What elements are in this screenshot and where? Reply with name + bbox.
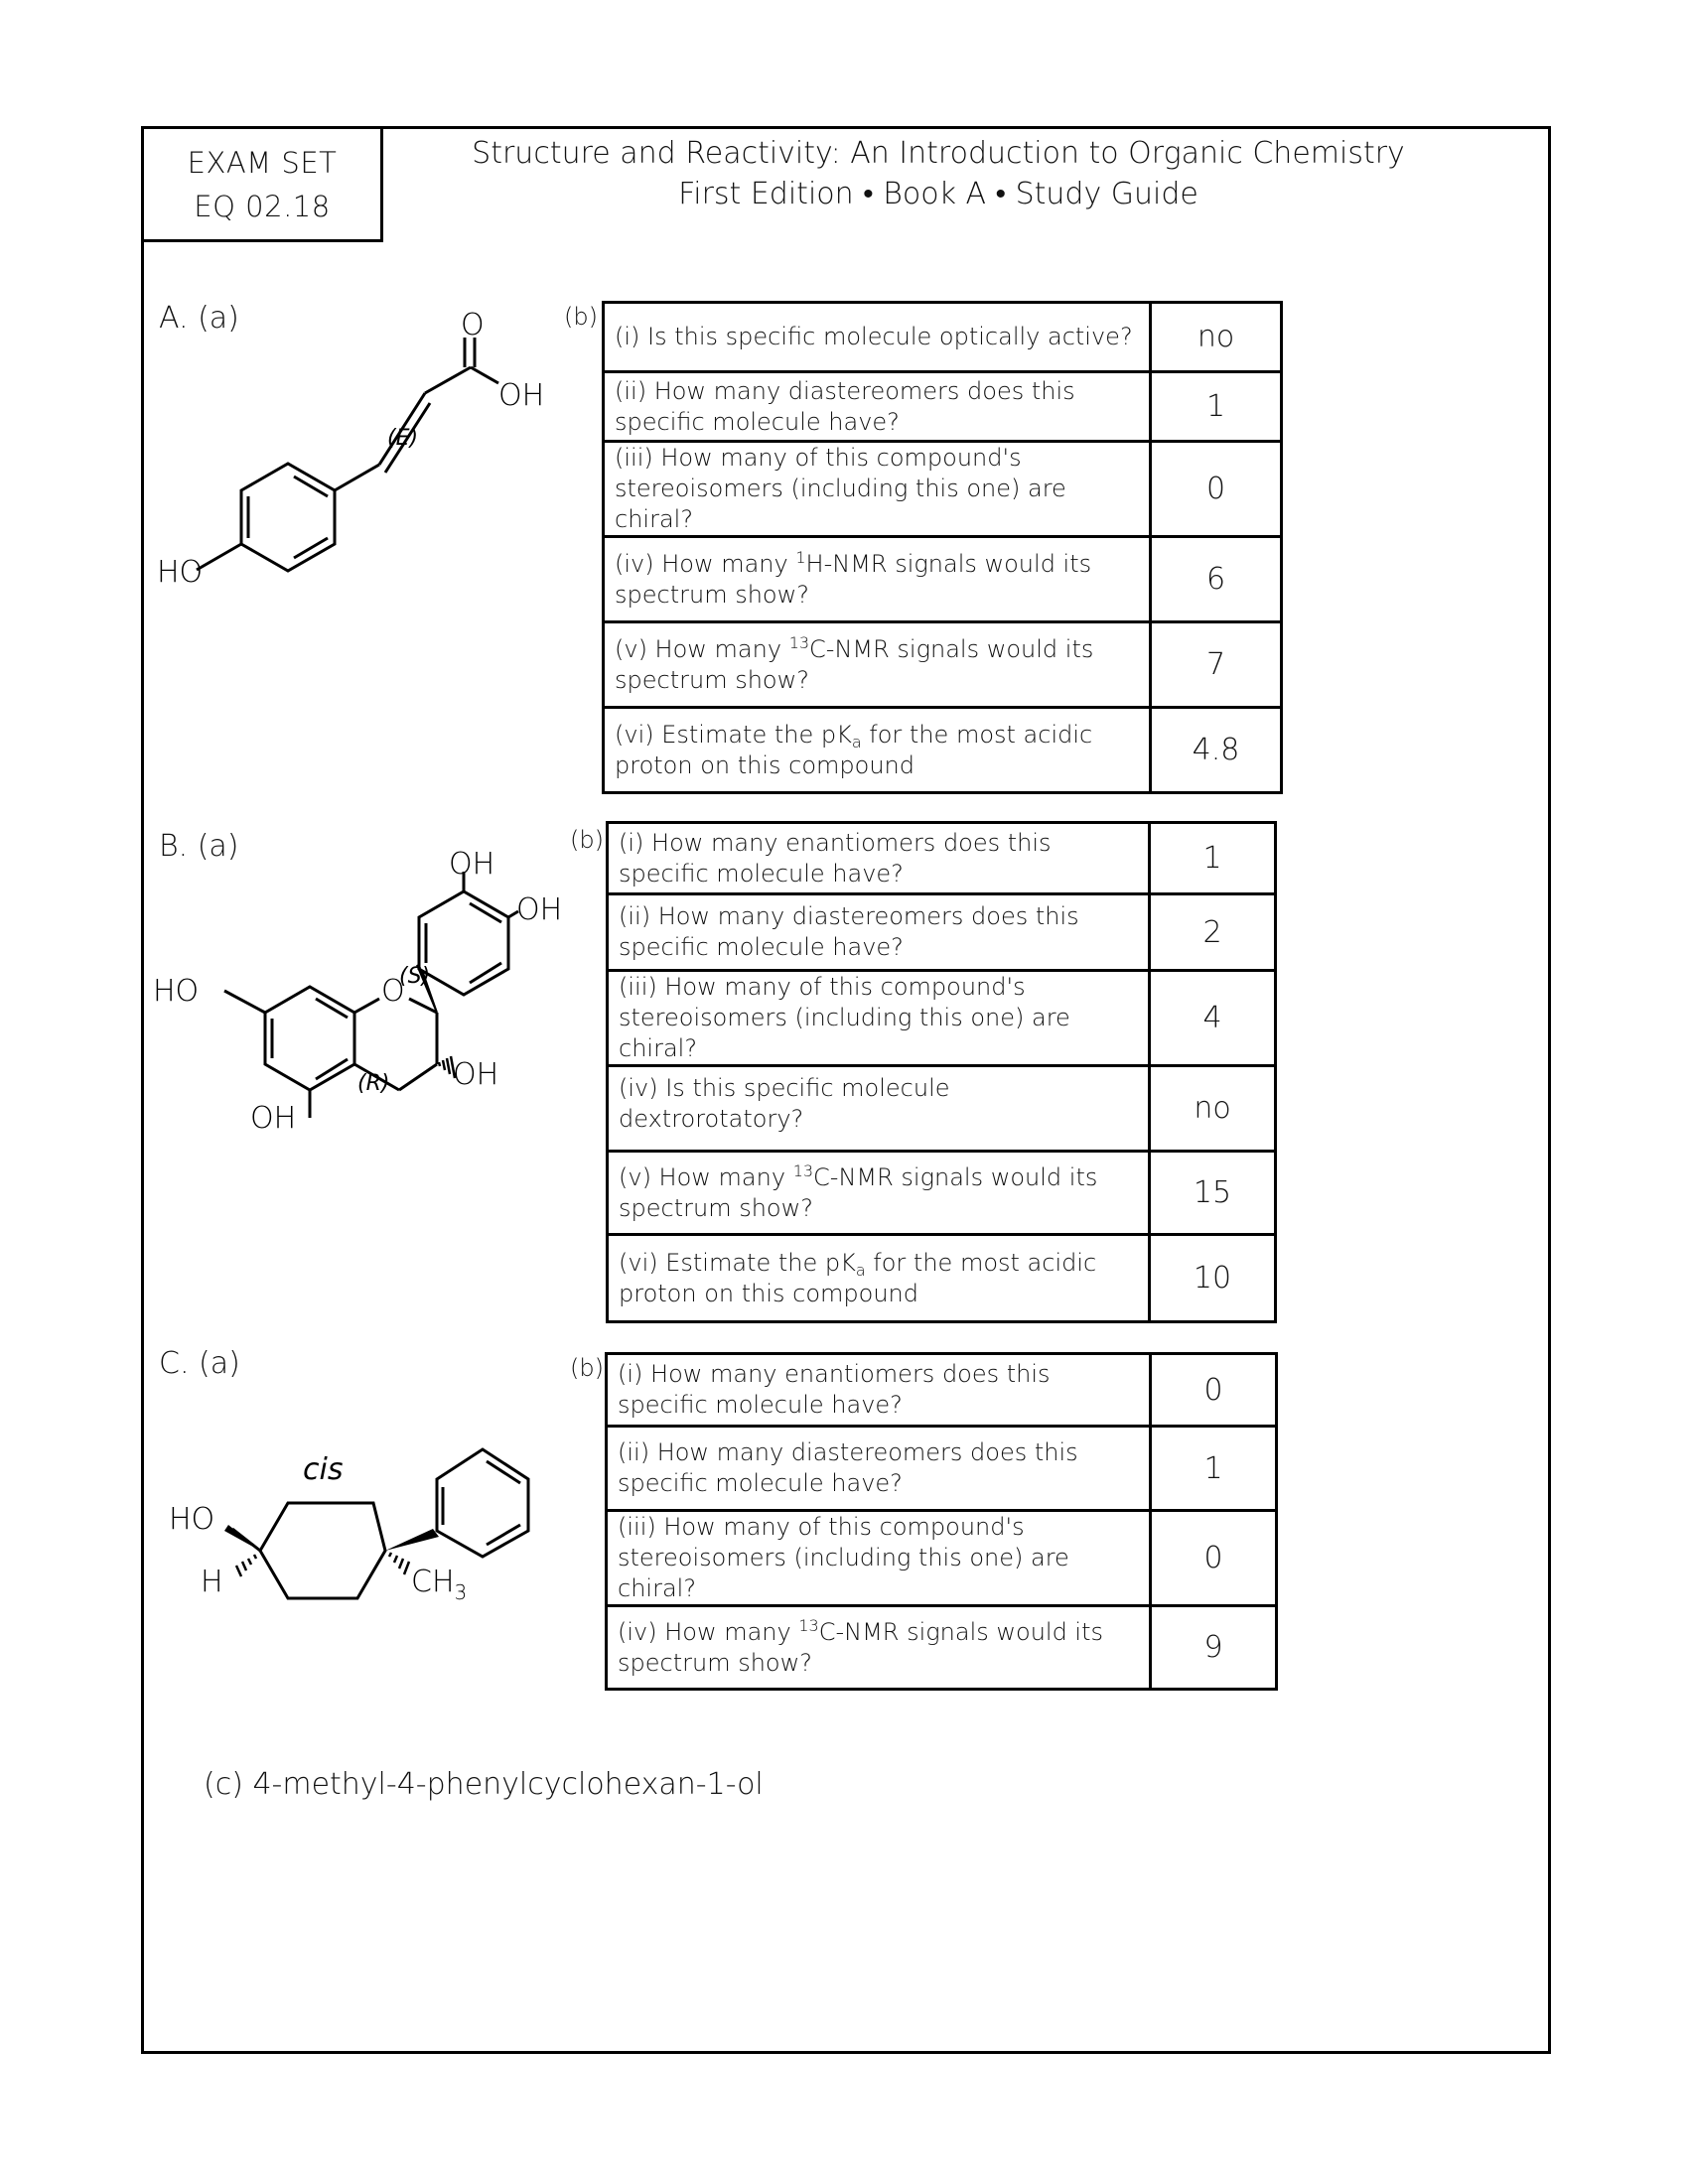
table-row <box>604 708 1282 793</box>
section-a-label: A. (a) <box>159 301 239 336</box>
answer-a-iv: 6 <box>1151 537 1282 622</box>
a-carbonyl-o: O <box>461 308 485 342</box>
section-c-b-label: (b) <box>570 1354 604 1382</box>
table-row <box>607 1427 1277 1511</box>
table-row <box>607 1511 1277 1606</box>
phenyl-ring <box>437 1449 528 1557</box>
b-ho-left: HO <box>153 974 200 1009</box>
answer-b-iii: 4 <box>1150 971 1276 1066</box>
a-stereo-e: (E) <box>387 426 419 451</box>
table-c <box>605 1352 1278 1691</box>
table-row <box>608 1152 1276 1235</box>
table-row <box>608 1235 1276 1322</box>
b-ring <box>419 891 508 995</box>
question-a-v: (v) How many $^{13}$C-NMR signals would its spectrum show? <box>604 622 1151 708</box>
b-stereo-r: (R) <box>357 1071 390 1096</box>
answer-c-ii: 1 <box>1151 1427 1277 1511</box>
question-c-i: (i) How many enantiomers does this specific molecule have? <box>607 1354 1151 1427</box>
table-row <box>604 372 1282 442</box>
section-b-label: B. (a) <box>159 829 239 864</box>
table-row <box>604 537 1282 622</box>
b-oh-c3: OH <box>453 1057 499 1092</box>
answer-c-iii: 0 <box>1151 1511 1277 1606</box>
question-b-iv: (iv) Is this specific molecule dextrorotatory? <box>608 1066 1150 1152</box>
c-cis-label: cis <box>303 1452 344 1487</box>
question-b-v: (v) How many $^{13}$C-NMR signals would its spectrum show? <box>608 1152 1150 1235</box>
exam-set-box <box>141 126 383 242</box>
exam-code: EQ 02.18 <box>194 189 331 223</box>
table-row <box>608 894 1276 971</box>
answer-a-i: no <box>1151 303 1282 372</box>
table-row <box>604 303 1282 372</box>
answer-b-vi: 10 <box>1150 1235 1276 1322</box>
question-a-iv: (iv) How many $^1$H-NMR signals would its spectrum show? <box>604 537 1151 622</box>
answer-b-iv: no <box>1150 1066 1276 1152</box>
answer-c-iv: 9 <box>1151 1606 1277 1690</box>
question-a-ii: (ii) How many diastereomers does this specific molecule have? <box>604 372 1151 442</box>
book-title-line2: First Edition • Book A • Study Guide <box>678 177 1198 211</box>
table-b <box>606 821 1277 1323</box>
a-phenol-ho: HO <box>157 555 204 590</box>
answer-a-ii: 1 <box>1151 372 1282 442</box>
question-a-i: (i) Is this specific molecule optically active? <box>604 303 1151 372</box>
structure-c <box>149 1430 546 1628</box>
question-c-iii: (iii) How many of this compound's stereoisomers (including this one) are chiral? <box>607 1511 1151 1606</box>
question-a-iii: (iii) How many of this compound's stereoisomers (including this one) are chiral? <box>604 442 1151 537</box>
table-row <box>608 971 1276 1066</box>
table-row <box>607 1606 1277 1690</box>
b-oh-top: OH <box>449 847 495 882</box>
question-b-iii: (iii) How many of this compound's stereoisomers (including this one) are chiral? <box>608 971 1150 1066</box>
question-b-ii: (ii) How many diastereomers does this specific molecule have? <box>608 894 1150 971</box>
question-b-i: (i) How many enantiomers does this specific molecule have? <box>608 823 1150 894</box>
cyclohexane-ring <box>260 1503 385 1598</box>
table-a <box>602 301 1283 794</box>
a-acid-oh: OH <box>498 378 545 413</box>
table-row <box>604 442 1282 537</box>
table-row <box>608 823 1276 894</box>
answer-a-vi: 4.8 <box>1151 708 1282 793</box>
section-a-b-label: (b) <box>564 303 598 331</box>
question-c-ii: (ii) How many diastereomers does this specific molecule have? <box>607 1427 1151 1511</box>
answer-b-v: 15 <box>1150 1152 1276 1235</box>
section-c-label: C. (a) <box>159 1346 240 1381</box>
question-a-vi: (vi) Estimate the $pK_a$ for the most acidic proton on this compound <box>604 708 1151 793</box>
book-title <box>437 133 1440 214</box>
answer-a-v: 7 <box>1151 622 1282 708</box>
table-row <box>604 622 1282 708</box>
c-ch3: $CH_3$ <box>411 1565 468 1604</box>
b-oh-bottom: OH <box>250 1101 297 1136</box>
exam-set-label: EXAM SET <box>187 145 338 180</box>
section-b-b-label: (b) <box>570 826 604 854</box>
compound-c-name: (c) 4-methyl-4-phenylcyclohexan-1-ol <box>204 1767 764 1802</box>
answer-b-ii: 2 <box>1150 894 1276 971</box>
table-row <box>607 1354 1277 1427</box>
structure-a <box>149 308 545 606</box>
structure-b <box>149 847 576 1161</box>
c-ho: HO <box>169 1502 215 1537</box>
answer-a-iii: 0 <box>1151 442 1282 537</box>
b-stereo-s: (S) <box>399 964 431 989</box>
benzene-ring <box>241 464 335 571</box>
answer-c-i: 0 <box>1151 1354 1277 1427</box>
c-h: H <box>201 1565 223 1599</box>
b-oh-right: OH <box>516 892 563 927</box>
answer-b-i: 1 <box>1150 823 1276 894</box>
question-c-iv: (iv) How many $^{13}$C-NMR signals would its spectrum show? <box>607 1606 1151 1690</box>
book-title-line1: Structure and Reactivity: An Introduction to Organic Chemistry <box>472 136 1405 171</box>
question-b-vi: (vi) Estimate the $pK_a$ for the most acidic proton on this compound <box>608 1235 1150 1322</box>
a-ring <box>265 987 354 1090</box>
b-ring-o: O <box>381 974 405 1009</box>
table-row <box>608 1066 1276 1152</box>
